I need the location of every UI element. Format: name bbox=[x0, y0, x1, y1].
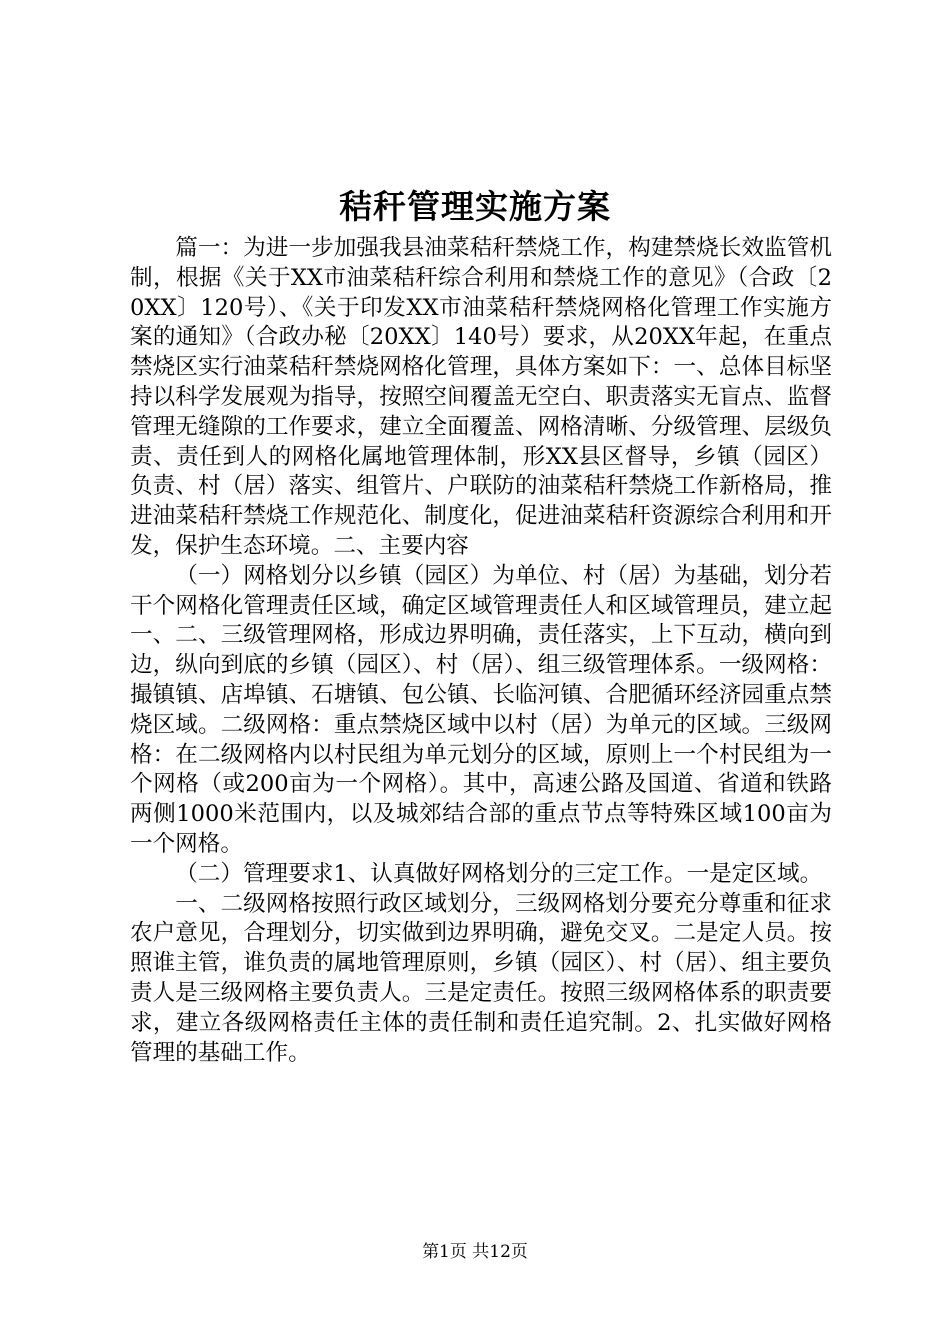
document-body bbox=[130, 234, 832, 1068]
paragraph-grid-division: （一）网格划分以乡镇（园区）为单位、村（居）为基础，划分若干个网格化管理责任区域，确定区域管理责任人和区域管理员，建立起一、二、三级管理网格，形成边界明确，责任落实，上下互动，横向到边，纵向到底的乡镇（园区）、村（居）、组三级管理体系。一级网格：撮镇镇、店埠镇、石塘镇、包公镇、长临河镇、合肥循环经济园重点禁烧区域。二级网格：重点禁烧区域中以村（居）为单元的区域。三级网格：在二级网格内以村民组为单元划分的区域，原则上一个村民组为一个网格（或200亩为一个网格）。其中，高速公路及国道、省道和铁路两侧1000米范围内，以及城郊结合部的重点节点等特殊区域100亩为一个网格。 bbox=[130, 562, 832, 857]
paragraph-intro: 篇一：为进一步加强我县油菜秸秆禁烧工作，构建禁烧长效监管机制，根据《关于XX市油菜秸秆综合利用和禁烧工作的意见》（合政〔20XX〕120号）、《关于印发XX市油菜秸秆禁烧网格化管理工作实施方案的通知》（合政办秘〔20XX〕140号）要求，从20XX年起，在重点禁烧区实行油菜秸秆禁烧网格化管理，具体方案如下：一、总体目标坚持以科学发展观为指导，按照空间覆盖无空白、职责落实无盲点、监督管理无缝隙的工作要求，建立全面覆盖、网格清晰、分级管理、层级负责、责任到人的网格化属地管理体制，形XX县区督导，乡镇（园区）负责、村（居）落实、组管片、户联防的油菜秸秆禁烧工作新格局，推进油菜秸秆禁烧工作规范化、制度化，促进油菜秸秆资源综合利用和开发，保护生态环境。二、主要内容 bbox=[130, 235, 832, 559]
paragraph-grid-levels: 一、二级网格按照行政区域划分，三级网格划分要充分尊重和征求农户意见，合理划分，切实做到边界明确，避免交叉。二是定人员。按照谁主管，谁负责的属地管理原则，乡镇（园区）、村（居）、组主要负责人是三级网格主要负责人。三是定责任。按照三级网格体系的职责要求，建立各级网格责任主体的责任制和责任追究制。2、扎实做好网格管理的基础工作。 bbox=[130, 890, 832, 1066]
page-number-footer: 第1页 共12页 bbox=[422, 1242, 528, 1262]
paragraph-management-requirements: （二）管理要求1、认真做好网格划分的三定工作。一是定区域。 bbox=[175, 860, 823, 887]
document-title: 秸秆管理实施方案 bbox=[339, 187, 611, 226]
